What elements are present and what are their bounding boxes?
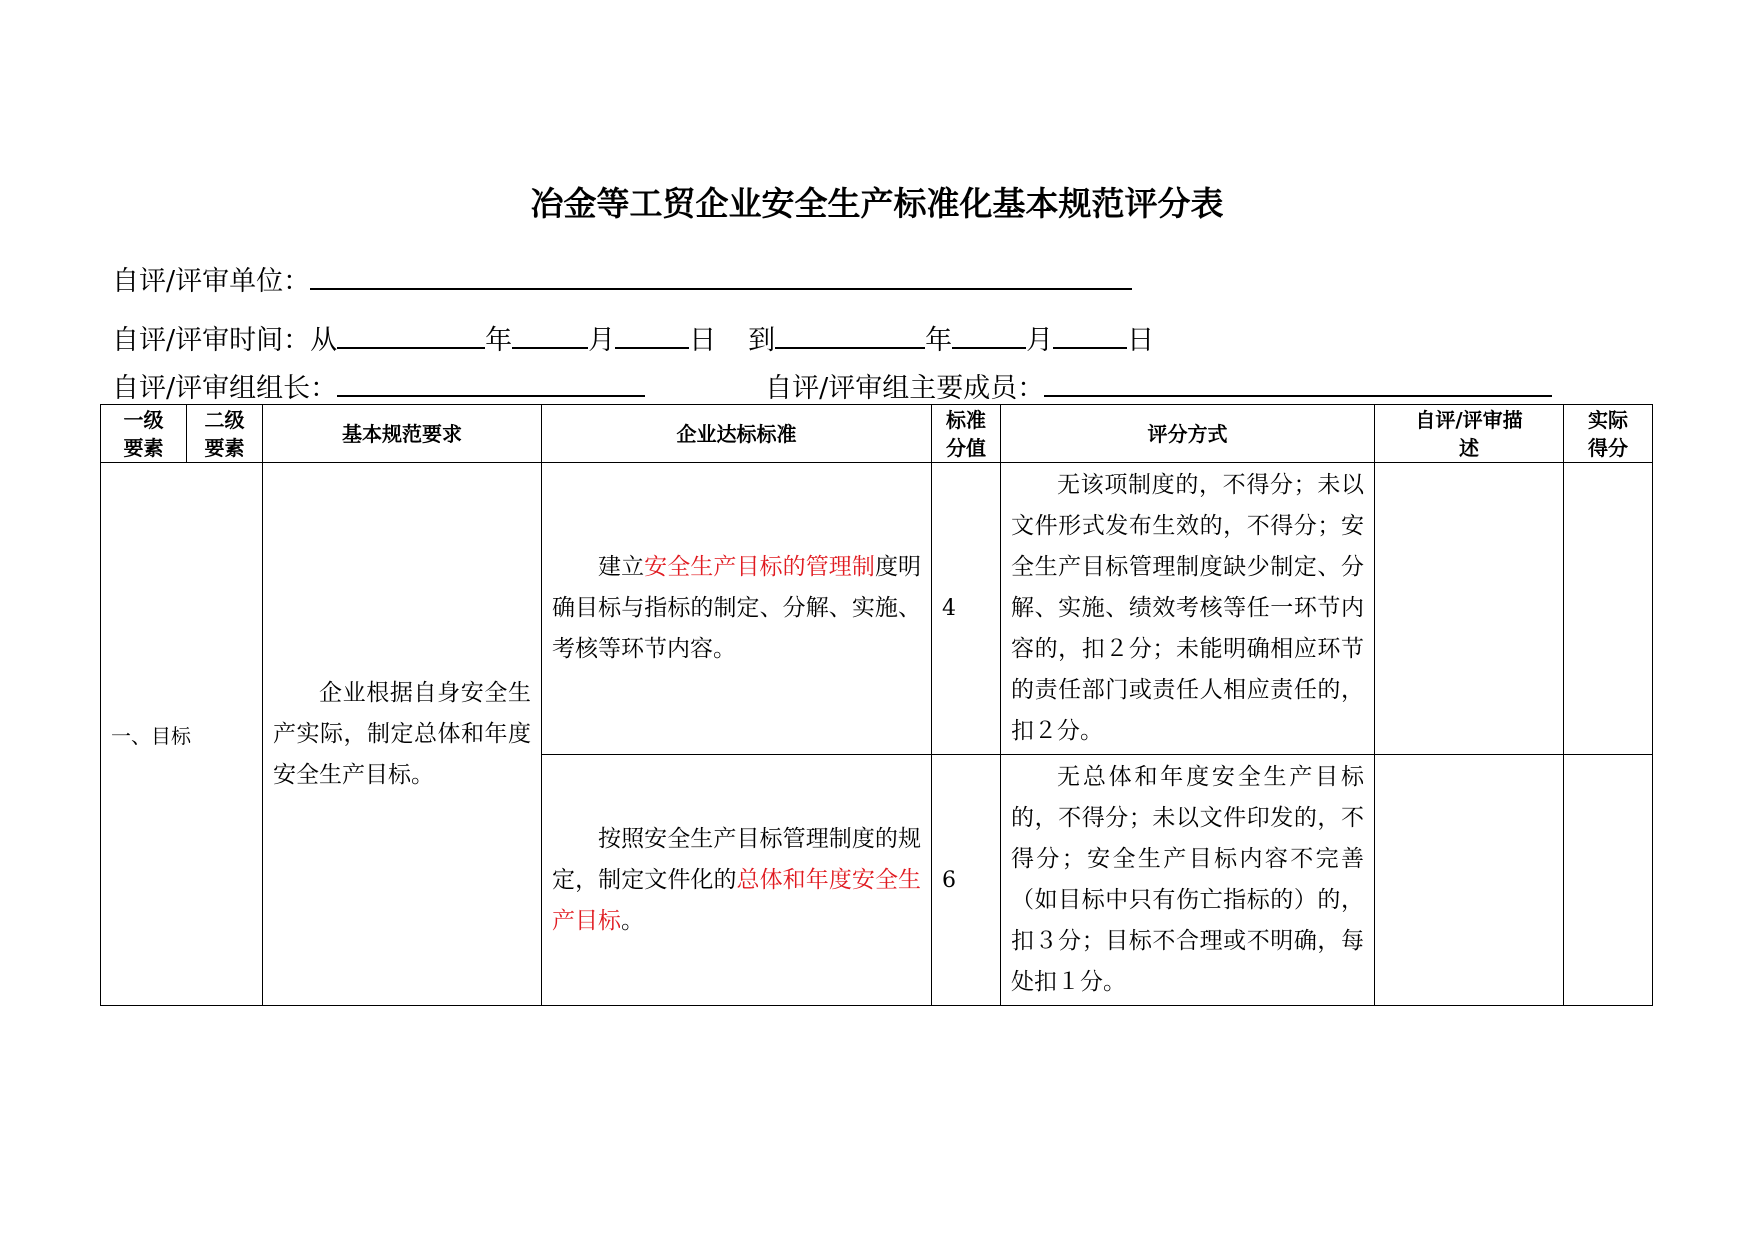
- to-year-label: 年: [925, 325, 953, 356]
- from-day-label: 日: [689, 325, 717, 356]
- standard-text-part: 度明确目标与指标的制定、分解、实施、考核等环节内容。: [552, 554, 922, 662]
- header-actual-score: 实际得分: [1564, 405, 1653, 463]
- header-score-value: 标准分值: [932, 405, 1001, 463]
- standard-text-highlight: 总体和年度安全生产目标: [552, 866, 922, 934]
- header-standard: 企业达标标准: [542, 405, 932, 463]
- self-review-cell[interactable]: [1375, 755, 1564, 1006]
- standard-text-part: 建立: [598, 554, 645, 580]
- standard-text-part: 。: [621, 907, 644, 934]
- method-text: 无该项制度的，不得分；未以文件形式发布生效的，不得分；安全生产目标管理制度缺少制定、分解、实施、绩效考核等任一环节内容的，扣２分；未能明确相应环节的责任部门或责任人相应责任的，扣２分。: [1011, 472, 1364, 744]
- to-month-label: 月: [1026, 325, 1054, 356]
- to-label: 到: [748, 325, 776, 356]
- review-unit-field[interactable]: [310, 256, 1132, 290]
- element-label: 一、目标: [111, 723, 191, 748]
- standard-text: [542, 817, 931, 944]
- score-value: 6: [942, 867, 956, 893]
- from-month-field[interactable]: [512, 315, 588, 349]
- method-cell: [1001, 463, 1375, 755]
- header-level2: 二级要素: [187, 405, 263, 463]
- to-year-field[interactable]: [775, 315, 925, 349]
- requirement-cell: [263, 463, 542, 1006]
- to-month-field[interactable]: [952, 315, 1026, 349]
- actual-score-cell[interactable]: [1564, 463, 1653, 755]
- score-value-cell: [932, 755, 1001, 1006]
- standard-text-highlight: 安全生产目标的管理制: [644, 554, 875, 580]
- actual-score-cell[interactable]: [1564, 755, 1653, 1006]
- review-unit-label: 自评/评审单位：: [112, 266, 311, 297]
- document-title: 冶金等工贸企业安全生产标准化基本规范评分表: [530, 184, 1224, 223]
- standard-cell: [542, 463, 932, 755]
- from-day-field[interactable]: [615, 315, 689, 349]
- table-row: [101, 463, 1653, 755]
- standard-text-part: 按照安全生产目标管理制度的规定，制定文件化的: [552, 825, 921, 893]
- to-day-field[interactable]: [1053, 315, 1127, 349]
- members-label: 自评/评审组主要成员：: [765, 373, 1045, 404]
- score-value: 4: [942, 596, 956, 621]
- leader-label: 自评/评审组组长：: [112, 373, 338, 404]
- element-cell: [101, 463, 263, 1006]
- method-cell: [1001, 755, 1375, 1006]
- standard-cell: [542, 755, 932, 1006]
- to-day-label: 日: [1127, 325, 1155, 356]
- from-year-field[interactable]: [337, 315, 485, 349]
- review-unit-line: [112, 256, 1132, 296]
- leader-field[interactable]: [337, 363, 645, 397]
- header-requirement: 基本规范要求: [263, 405, 542, 463]
- header-method: 评分方式: [1001, 405, 1375, 463]
- header-level1: 一级要素: [101, 405, 187, 463]
- table-header-row: [101, 405, 1653, 463]
- method-text: 无总体和年度安全生产目标的，不得分；未以文件印发的，不得分；安全生产目标内容不完善（如目标中只有伤亡指标的）的，扣３分；目标不合理或不明确，每处扣１分。: [1011, 764, 1364, 995]
- standard-text: [542, 545, 931, 672]
- header-self-review: 自评/评审描 述: [1375, 405, 1564, 463]
- members-field[interactable]: [1044, 363, 1552, 397]
- review-time-line: [112, 315, 1154, 355]
- from-month-label: 月: [588, 325, 616, 356]
- review-group-line: [112, 363, 1552, 403]
- score-table: [100, 404, 1653, 1006]
- self-review-cell[interactable]: [1375, 463, 1564, 755]
- from-year-label: 年: [485, 325, 513, 356]
- review-time-label: 自评/评审时间：从: [112, 325, 338, 356]
- requirement-text: 企业根据自身安全生产实际，制定总体和年度安全生产目标。: [273, 679, 531, 788]
- score-value-cell: [932, 463, 1001, 755]
